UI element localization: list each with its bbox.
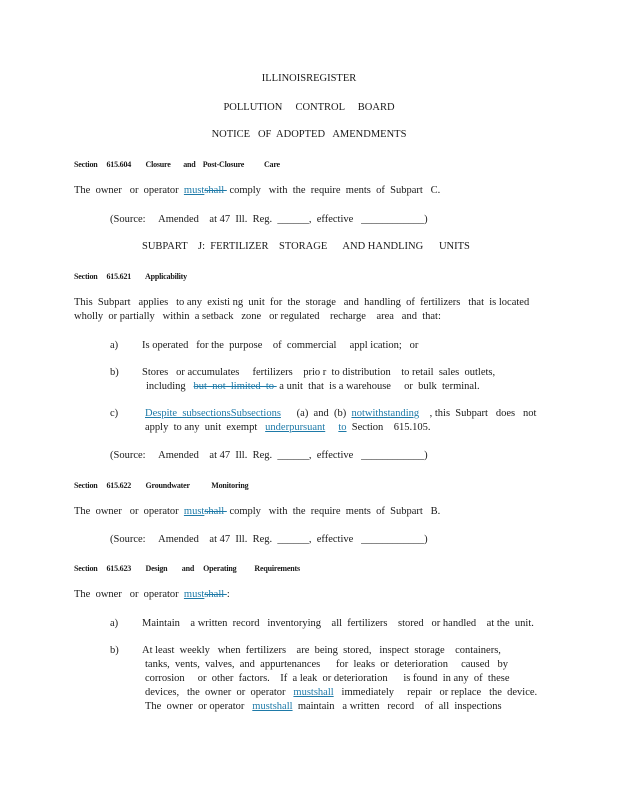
deleted-text: shall [204, 589, 227, 600]
agency-title: POLLUTION CONTROL BOARD [223, 102, 395, 113]
section-623-text-b: : [226, 589, 230, 600]
section-623-text [74, 588, 230, 601]
section-621-heading: Section 615.621 Applicability [74, 272, 187, 281]
deleted-text: shall [204, 185, 227, 196]
item-b-line3: corrosion or other factors. If a leak or deterioration is found in any of these [145, 673, 510, 684]
inserted-text: mustshall [252, 701, 293, 712]
deleted-text: shall [204, 506, 227, 517]
section-621-source: (Source: Amended at 47 Ill. Reg. ______, effective ____________) [110, 450, 428, 461]
item-b-line2-b: a unit that is a warehouse or bulk terminal. [276, 381, 480, 392]
item-b-line4 [145, 686, 537, 699]
section-604-text [74, 184, 440, 197]
item-b-label: b) [110, 645, 119, 656]
item-b-line4-a: devices, the owner or operator [145, 687, 294, 698]
inserted-text: to [338, 422, 347, 433]
section-623-heading: Section 615.623 Design and Operating Requirements [74, 564, 300, 573]
item-c-line1-a: (a) and (b) [280, 408, 352, 419]
register-title: ILLINOISREGISTER [261, 73, 357, 84]
inserted-text: notwithstanding [351, 408, 420, 419]
item-a-label: a) [110, 618, 119, 629]
section-604-source: (Source: Amended at 47 Ill. Reg. ______, effective ____________) [110, 214, 428, 225]
section-621-para-line2: wholly or partially within a setback zone or regulated recharge area and that: [74, 311, 441, 322]
item-a-text: Maintain a written record inventorying all fertilizers stored or handled at the unit. [142, 618, 534, 629]
section-621-para-line1: This Subpart applies to any existi ng unit for the storage and handling of fertilizers that is located [74, 297, 530, 308]
item-a-text: Is operated for the purpose of commercial appl ication; or [142, 340, 419, 351]
section-623-text-a: The owner or operator [74, 589, 184, 600]
section-604-heading: Section 615.604 Closure and Post-Closure Care [74, 160, 280, 169]
item-c-line2-b [325, 422, 338, 433]
item-c-line2 [145, 421, 431, 434]
notice-title: NOTICE OF ADOPTED AMENDMENTS [211, 129, 407, 140]
item-c-line2-a: apply to any unit exempt [145, 422, 266, 433]
inserted-text: must [183, 589, 205, 600]
section-622-heading: Section 615.622 Groundwater Monitoring [74, 481, 249, 490]
section-622-source: (Source: Amended at 47 Ill. Reg. ______, effective ____________) [110, 534, 428, 545]
item-c-line2-c: Section 615.105. [346, 422, 431, 433]
item-b-label: b) [110, 367, 119, 378]
item-b-line1: At least weekly when fertilizers are being stored, inspect storage containers, [142, 645, 501, 656]
section-622-text-a: The owner or operator [74, 506, 184, 517]
item-b-line1: Stores or accumulates fertilizers prio r to distribution to retail sales outlets, [142, 367, 496, 378]
item-b-line2 [146, 380, 480, 393]
inserted-text: must [183, 506, 205, 517]
item-a-label: a) [110, 340, 119, 351]
item-b-line5 [145, 700, 502, 713]
item-c-label: c) [110, 408, 119, 419]
deleted-text: but not limited to [193, 381, 277, 392]
section-604-text-b: comply with the require ments of Subpart C. [226, 185, 441, 196]
section-622-text [74, 505, 440, 518]
section-622-text-b: comply with the require ments of Subpart B. [226, 506, 441, 517]
item-b-line5-b: maintain a written record of all inspections [292, 701, 502, 712]
inserted-text: must [183, 185, 205, 196]
section-604-text-a: The owner or operator [74, 185, 184, 196]
item-c-line1 [145, 407, 536, 420]
item-b-line2-a: including [146, 381, 194, 392]
inserted-text: underpursuant [265, 422, 326, 433]
inserted-text: mustshall [293, 687, 334, 698]
item-b-line4-b: immediately repair or replace the device. [333, 687, 538, 698]
subpart-j-title: SUBPART J: FERTILIZER STORAGE AND HANDLING UNITS [142, 241, 470, 252]
item-b-line2: tanks, vents, valves, and appurtenances for leaks or deterioration caused by [145, 659, 509, 670]
item-b-line5-a: The owner or operator [145, 701, 253, 712]
item-c-line1-b: , this Subpart does not [419, 408, 537, 419]
inserted-text: Despite subsectionsSubsections [145, 408, 281, 419]
